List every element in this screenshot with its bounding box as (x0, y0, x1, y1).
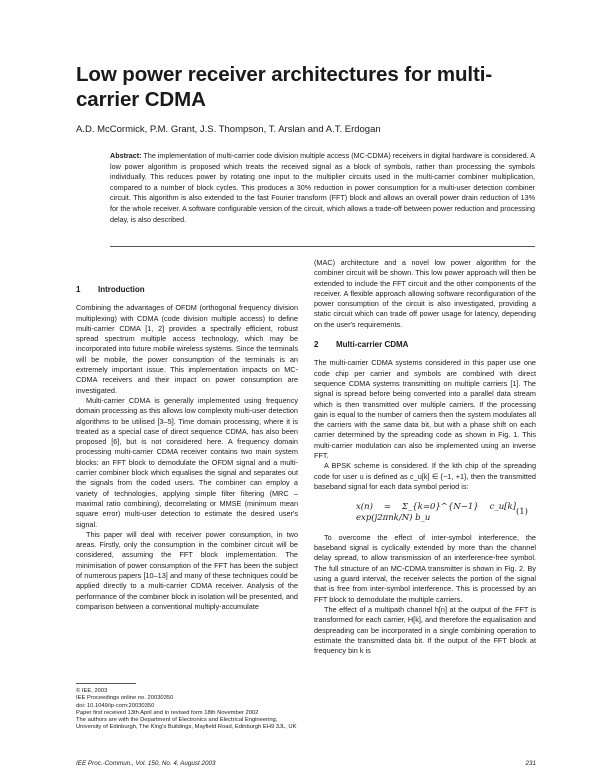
footnote: © IEE, 2003 (76, 688, 108, 694)
section-number: 2 (314, 340, 319, 350)
footnote: Paper first received 13th April and in revised form 18th November 2002 (76, 709, 259, 716)
abstract-rule (110, 246, 535, 247)
abstract-label: Abstract: (110, 151, 142, 160)
journal-citation: IEE Proc.-Commun., Vol. 150, No. 4, August 2003 (76, 760, 216, 767)
paragraph: The effect of a multipath channel h[n] at the output of the FFT is transformed for each carrier, H[k], and therefore the equalisation and despreading can be incorporated in a single combining operation to estimate the transmitted data bit. If the output of the FFT block at frequency bin k is (314, 604, 536, 656)
page-footer (76, 760, 536, 767)
footnotes (76, 688, 298, 732)
section-number: 1 (76, 285, 81, 294)
footnote-rule (76, 683, 136, 684)
section-title: Introduction (98, 285, 145, 294)
section-1-heading (76, 285, 298, 295)
paragraph: The multi-carrier CDMA systems considered in this paper use one code chip per carrier and symbols are combined with direct sequence CDMA systems transmitting on multiple carriers [1]. The signal is spread before being converted into a parallel data stream which is then transmitted over multiple carriers. If the processing gain is equal to the number of carriers then the system modulates all the carriers with the same data bit, but with a phase shift on each carrier determined by the spreading code as shown in Fig. 1. This multi-carrier modulation can also be implemented using an inverse FFT. (314, 358, 536, 461)
paragraph: Multi-carrier CDMA is generally implemented using frequency domain processing as this allows low complexity multi-user detection algorithms to be utilised [3–5]. Time domain processing, where it is treated as a special case of direct sequence CDMA, has also been proposed [6], but is not considered here. A frequency domain processing multi-carrier CDMA receiver contains two main system blocks: an FFT block to demodulate the OFDM signal and a multi-carrier combiner block which equalises the signal and separates out the signals from the coded users. The combiner can employ a variety of technologies, applying simple filter filtering (MRC – maximal ratio combining), decorrelating or MMSE (minimum mean square error) multi-user detection to estimate the desired user's signal. (76, 395, 298, 529)
section-2-heading (314, 340, 536, 350)
footnote: The authors are with the Department of Electronics and Electrical Engineering, University of Edinburgh, The King's Buildings, Mayfield Road, Edinburgh EH9 3JL, UK (76, 717, 297, 731)
abstract (110, 151, 535, 225)
left-column (76, 285, 298, 612)
equation-expression: x(n) = Σ_{k=0}^{N−1} c_u[k] exp(j2πnk/N) b_u (356, 502, 516, 523)
paragraph: This paper will deal with receiver power consumption, in two areas. Firstly, only the consumption in the combiner circuit will be considered, assuming the FFT block implementation. The minimisation of power consumption of the FFT has been the subject of numerous papers [10–13] and many of these techniques could be applied directly to a multi-carrier CDMA receiver. Analysis of the performance of the combiner block in isolation will be presented, and comparison between a conventional multiply-accumulate (76, 529, 298, 611)
footnote: IEE Proceedings online no. 20030350 (76, 695, 174, 702)
equation-1 (314, 502, 536, 523)
page-number: 231 (525, 760, 536, 767)
right-column (314, 258, 536, 656)
abstract-text: The implementation of multi-carrier code division multiple access (MC-CDMA) receivers in digital hardware is considered. A low power algorithm is proposed which treats the received signal as a block of symbols, rather than processing the symbols individually. This reduces power by rotating one input to the multiplier circuits used in the multi-carrier combiner multiplication, compared to a number of block cycles. This produces a 30% reduction in power consumption for a multi-user detection combiner circuit. This algorithm is also extended to the fast Fourier transform (FFT) block and allows an overall power drain reduction of 13% for the whole receiver. A software configurable version of the circuit, which allows a trade-off between power reduction and processing delay, is also described. (110, 151, 535, 224)
paragraph: A BPSK scheme is considered. If the kth chip of the spreading code for user u is defined as c_u[k] ∈ {−1, +1}, then the transmitted baseband signal for each data symbol period is: (314, 461, 536, 491)
authors: A.D. McCormick, P.M. Grant, J.S. Thompson, T. Arslan and A.T. Erdogan (76, 124, 381, 135)
paragraph: (MAC) architecture and a novel low power algorithm for the combiner circuit will be shown. This low power approach will then be extended to include the FFT circuit and the other components of the receiver. A flexible approach allowing software reconfiguration of the power consumption of the circuit is also investigated, providing a static circuit which can trade off power usage for latency, depending on the user's requirements. (314, 258, 536, 329)
section-title: Multi-carrier CDMA (336, 340, 409, 350)
footnote: doi: 10.1049/ip-com:20030350 (76, 702, 155, 709)
equation-number: (1) (515, 507, 528, 518)
paragraph: To overcome the effect of inter-symbol interference, the baseband signal is cyclically extended by more than the channel delay spread, to allow transmission of an interference-free symbol. The full structure of an MC-CDMA transmitter is shown in Fig. 2. By using a guard interval, the receiver selects the portion of the signal that is free from inter-symbol interference. This is processed by an FFT block to demodulate the multiple carriers. (314, 532, 536, 604)
paragraph: Combining the advantages of OFDM (orthogonal frequency division multiplexing) with CDMA (code division multiple access) to define multi-carrier CDMA [1, 2] provides a spectrally efficient, robust spread spectrum multiple access technology, which may be incorporated into future mobile wireless systems. Since the terminals will be mobile, the power consumption of the terminals is an extremely important issue. This implementation impacts on MC-CDMA receivers and their impact on power consumption are investigated. (76, 303, 298, 395)
paper-title: Low power receiver architectures for multi-carrier CDMA (76, 63, 493, 111)
